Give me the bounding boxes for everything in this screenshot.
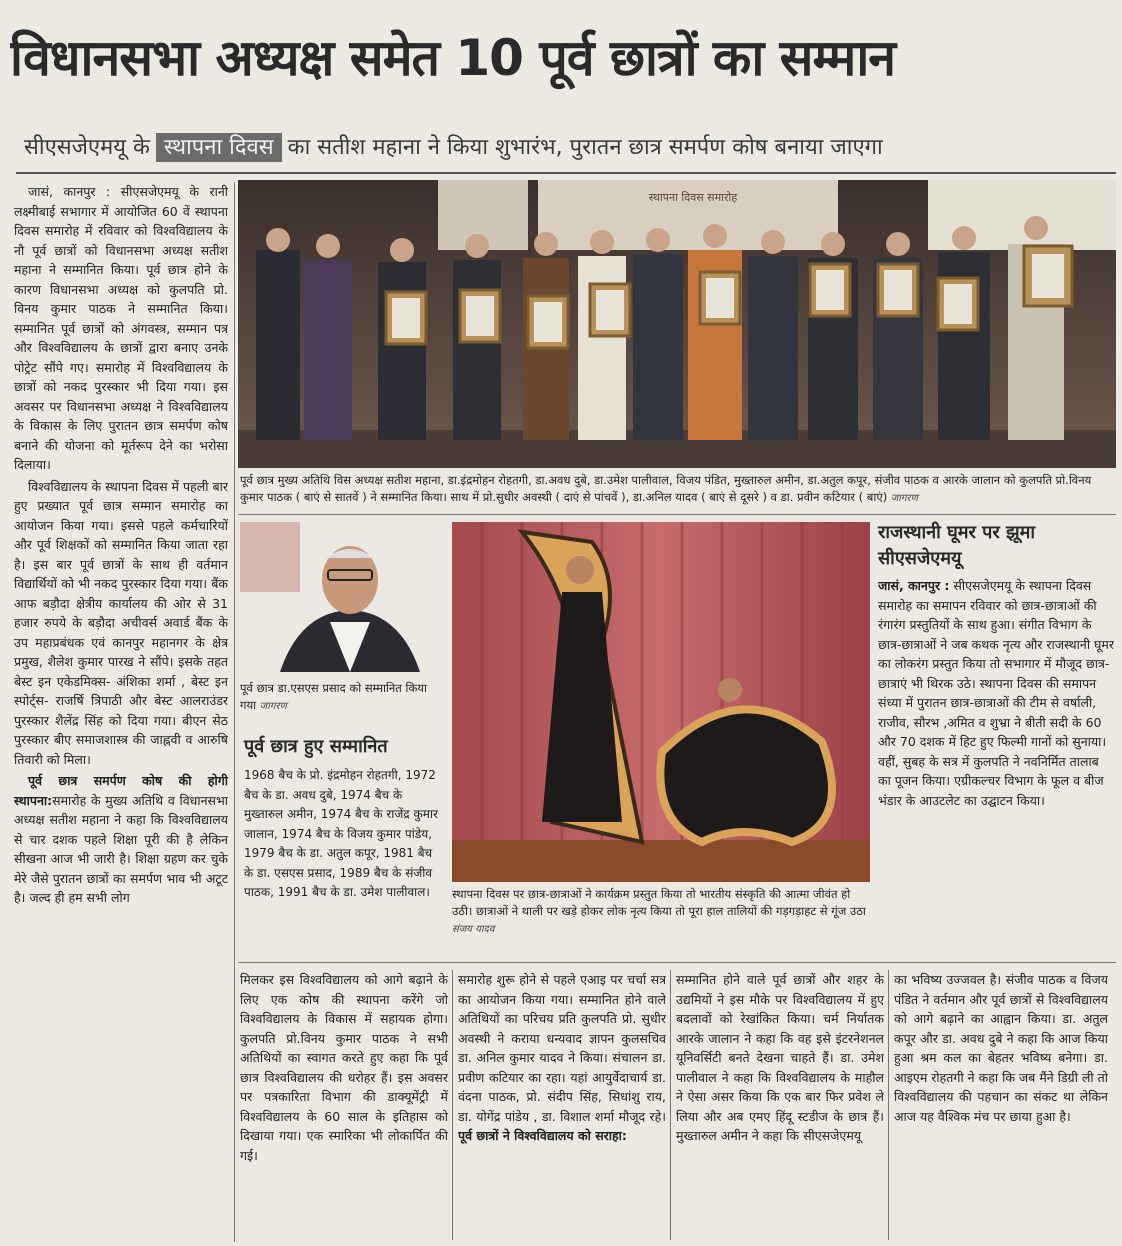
bottom-column-divider-3	[888, 970, 889, 1240]
side-story-text: सीएसजेएमयू के स्थापना दिवस समारोह का समापन रविवार को छात्र-छात्राओं की रंगारंग प्रस्तुतियों के साथ हुआ। संगीत विभाग के छात्र-छात्राओं ने जब कथक नृत्य और राजस्थानी घूमर का लोकरंग प्रस्तुत किया तो सभागार में मौजूद छात्र-छात्राएं भी थिरक उठे। स्थापना दिवस की समापन संध्या में पुरातन छात्र-छात्राओं की टीम से वर्षाली, राजीव, सौरभ ,अमित व शुभ्रा ने बीती सदी के 60 और 70 दशक में हिट हुए फिल्मी गानों को सुनाया। वहीं, सुबह के सत्र में कुलपति ने नवनिर्मित तालाब का पूजन किया। एग्रीकल्चर विभाग के फूल व बीज भंडार के आउटलेट का उद्घाटन किया।	[878, 578, 1114, 808]
bottom-column-1: मिलकर इस विश्वविद्यालय को आगे बढ़ाने के लिए एक कोष की स्थापना करेंगे जो विश्वविद्यालय के विकास में सहायक होगा। कुलपति प्रो.विनय कुमार पाठक ने सभी अतिथियों का स्वागत करते हुए कहा कि पूर्व छात्र विश्वविद्यालय की धरोहर हैं। इस अवसर पर पत्रकारिता विभाग की डाक्यूमेंट्री में विश्वविद्यालय के 60 साल के इतिहास को दिखाया गया। एक स्मारिका भी लोकार्पित की गई।	[240, 972, 448, 1163]
top-rule	[16, 172, 1116, 174]
subhead-part2: का सतीश महाना ने किया शुभारंभ, पुरातन छात्र समर्पण कोष बनाया जाएगा	[287, 135, 883, 160]
subhead-highlight: स्थापना दिवस	[156, 133, 282, 162]
left-paragraph-2: विश्वविद्यालय के स्थापना दिवस में पहली बार हुए प्रख्यात पूर्व छात्र सम्मान समारोह का आयोजन किया गया। इससे पहले कर्मचारियों और पूर्व शिक्षकों को सम्मानित किया जाता रहा है। इस बार पूर्व छात्रों के साथ ही वर्तमान विद्यार्थियों को भी नकद पुरस्कार दिया गया। बैंक आफ बड़ौदा क्षेत्रीय कार्यालय की ओर से 31 हजार रुपये के बड़ौदा अचीवर्स अवार्ड बैंक के उप महाप्रबंधक एवं कानपुर महानगर के क्षेत्र प्रमुख, शैलेश कुमार पारख ने सौंपे। इसके तहत बेस्ट इन एकेडमिक्स- अंशिका शर्मा , बेस्ट इन स्पोर्ट्स- राजर्षि त्रिपाठी और बेस्ट आलराउंडर पुरस्कार शैलेंद्र सिंह को दिया गया। बीएन सेठ पुरस्कार बीए समाजशास्त्र की जाह्नवी व आरुषि तिवारी को मिला।	[14, 478, 228, 767]
group-photo-caption-text: पूर्व छात्र मुख्य अतिथि विस अध्यक्ष सतीश महाना, डा.इंद्रमोहन रोहतगी, डा.अवध दुबे, डा.उमेश पालीवाल, विजय पंडित, मुख्तारुल अमीन, डा.अतुल कपूर, संजीव पाठक व आरके जालान को कुलपति प्रो.विनय कुमार पाठक ( बाएं से सातवें ) ने सम्मानित किया। साथ में प्रो.सुधीर अवस्थी ( दाएं से पांचवें ), डा.अनिल यादव ( बाएं से दूसरे ) व डा. प्रवीन कटियार ( बाएं)	[240, 473, 1092, 504]
left-paragraph-3	[14, 771, 228, 908]
bottom-column-divider-2	[670, 970, 671, 1240]
left-paragraph-1: जासं, कानपुर : सीएसजेएमयू के रानी लक्ष्मीबाई सभागार में आयोजित 60 वें स्थापना दिवस समारोह में रविवार को विश्वविद्यालय के नौ पूर्व छात्रों को विधानसभा अध्यक्ष सतीश महाना ने सम्मानित किया। पूर्व छात्र होने के कारण विधानसभा अध्यक्ष को कुलपति प्रो. विनय कुमार पाठक ने सम्मानित किया। सम्मानित पूर्व छात्रों को अंगवस्त्र, सम्मान पत्र और विश्वविद्यालय के छात्रों द्वारा बनाए उनके पोट्रेट सौंपे गए। समारोह में विश्वविद्यालय के छात्रों को नकद पुरस्कार भी दिया गया। इस अवसर पर विधानसभा अध्यक्ष ने विश्वविद्यालय के विकास के लिए पुरातन छात्र समर्पण कोष बनाने की योजना को मूर्तरूप देने का भरोसा दिलाया।	[14, 184, 228, 472]
stage-banner-text: स्थापना दिवस समारोह	[648, 191, 738, 204]
left-subhead: पूर्व छात्र समर्पण कोष की होगी स्थापना:	[14, 773, 228, 808]
bottom-column-divider-1	[452, 970, 453, 1240]
group-photo-credit: जागरण	[890, 493, 918, 504]
side-story-heading: राजस्थानी घूमर पर झूमा सीएसजेएमयू	[878, 522, 1036, 569]
side-story-dateline: जासं, कानपुर :	[878, 578, 950, 593]
side-story-body	[878, 576, 1114, 952]
dance-photo	[452, 522, 870, 882]
left-paragraph-3-text: समारोह के मुख्य अतिथि व विधानसभा अध्यक्ष सतीश महाना ने कहा कि विश्वविद्यालय से चार दशक पहले शिक्षा पूरी की है लेकिन सीखना आज भी जारी है। शिक्षा ग्रहण कर चुके मेरे जैसे पुरातन छात्रों का समर्पण भाव भी अटूट है। जल्द ही हम सभी लोग	[14, 792, 228, 905]
dance-credit: संजय यादव	[452, 924, 495, 935]
headline: विधानसभा अध्यक्ष समेत 10 पूर्व छात्रों का सम्मान	[10, 29, 896, 87]
honored-heading: पूर्व छात्र हुए सम्मानित	[244, 736, 388, 757]
bottom-column-2-subhead: पूर्व छात्रों ने विश्वविद्यालय को सराहा:	[458, 1128, 627, 1143]
honored-text: 1968 बैच के प्रो. इंद्रमोहन रोहतगी, 1972 बैच के डा. अवध दुबे, 1974 बैच के मुख्तारुल अमीन, 1974 बैच के राजेंद्र कुमार जालान, 1974 बैच के विजय कुमार पांडेय, 1979 बैच के डा. अतुल कपूर, 1981 बैच के डा. एसएस प्रसाद, 1989 बैच के संजीव पाठक, 1991 बैच के डा. उमेश पालीवाल।	[244, 768, 438, 899]
bottom-column-3: सम्मानित होने वाले पूर्व छात्रों और शहर के उद्यमियों ने इस मौके पर विश्वविद्यालय में हुए बदलावों को रेखांकित किया। चर्म निर्यातक आरके जालान ने कहा कि वह इसे इंटरनेशनल यूनिवर्सिटी बनते देखना चाहते हैं। डा. उमेश पालीवाल ने कहा कि विश्वविद्यालय के माहौल ने ऐसा असर किया कि एक बार फिर प्रवेश ले लिया और अब एमए हिंदू स्टडीज के छात्र हैं। मुख्तारुल अमीन ने कहा कि सीएसजेएमयू	[676, 972, 884, 1143]
bottom-column-4: का भविष्य उज्जवल है। संजीव पाठक व विजय पंडित ने वर्तमान और पूर्व छात्रों से विश्वविद्यालय को आगे बढ़ाने का आह्वान किया। डा. अतुल कपूर और डा. अवध दुबे ने कहा कि आज किया हुआ श्रम कल का बेहतर भविष्य बनेगा। डा. आइएम रोहतगी ने कहा कि जब मैंने डिग्री ली तो विश्वविद्यालय की पहचान का संकट था लेकिन आज यह वैश्विक मंच पर छाया हुआ है।	[894, 972, 1108, 1124]
portrait-credit: जागरण	[259, 701, 287, 712]
dance-caption-text: स्थापना दिवस पर छात्र-छात्राओं ने कार्यक्रम प्रस्तुत किया तो भारतीय संस्कृति की आत्मा जीवंत हो उठी। छात्राओं ने थाली पर खड़े होकर लोक नृत्य किया तो पूरा हाल तालियों की गड़गड़ाहट से गूंज उठा	[452, 887, 866, 918]
portrait-illustration	[240, 522, 444, 672]
group-photo-illustration	[238, 180, 1116, 468]
group-photo	[238, 180, 1116, 468]
portrait-caption-text: पूर्व छात्र डा.एसएस प्रसाद को सम्मानित किया गया	[240, 681, 427, 712]
group-photo-caption	[240, 472, 1112, 512]
bottom-column-2	[458, 970, 666, 1240]
bottom-divider	[238, 962, 1116, 963]
subheadline	[24, 128, 1114, 168]
portrait-caption	[240, 680, 444, 720]
portrait-photo	[240, 522, 444, 672]
left-column	[14, 182, 228, 1242]
dance-illustration	[452, 522, 870, 882]
column-divider	[234, 182, 235, 1242]
subhead-part1: सीएसजेएमयू के	[24, 135, 150, 160]
photo-divider	[238, 514, 1116, 515]
bottom-column-2-text: समारोह शुरू होने से पहले एआइ पर चर्चा सत्र का आयोजन किया गया। सम्मानित होने वाले अतिथियों का परिचय प्रति कुलपति प्रो. सुधीर अवस्थी ने कराया धन्यवाद ज्ञापन कुलसचिव डा. अनिल कुमार यादव ने किया। संचालन डा. प्रवीण कटियार का रहा। यहां आयुर्वेदाचार्य डा. वंदना पाठक, प्रो. संदीप सिंह, सिधांशु राय, डा. योगेंद्र पांडेय , डा. विशाल शर्मा मौजूद रहे।	[458, 972, 666, 1124]
dance-caption	[452, 886, 870, 946]
